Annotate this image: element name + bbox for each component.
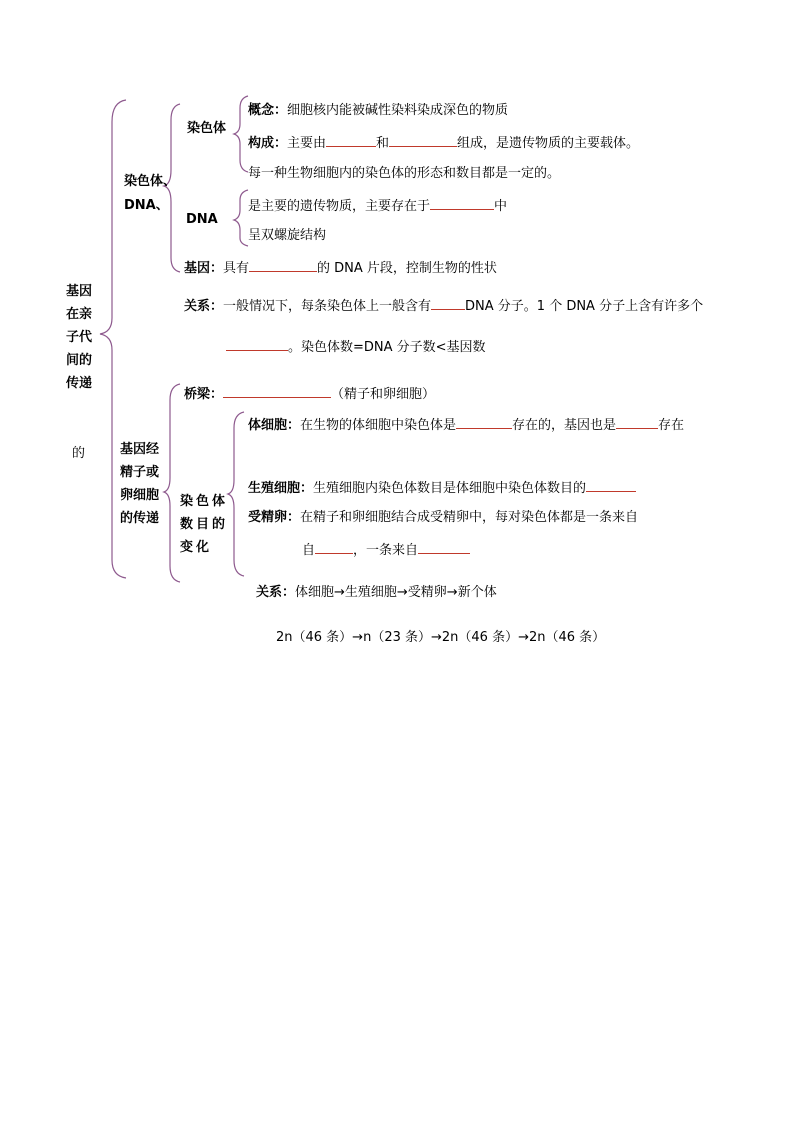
dna-line2: 呈双螺旋结构 — [248, 228, 327, 243]
dna-line1 — [248, 197, 507, 215]
somatic-label: 体细胞： — [248, 418, 301, 433]
zygote-label: 受精卵： — [248, 510, 301, 525]
concept-label: 概念： — [248, 103, 288, 118]
zygote-blank-1[interactable] — [315, 541, 353, 554]
zygote-line2-mid: ，一条来自 — [353, 543, 419, 558]
branch1-label-line1: 染色体、 — [124, 174, 177, 189]
germ-blank[interactable] — [586, 479, 636, 492]
somatic-line — [248, 416, 684, 434]
germ-line — [248, 479, 636, 497]
relation2-line — [256, 585, 497, 601]
relation1-line2-post: 。染色体数=DNA 分子数<基因数 — [288, 340, 486, 355]
zygote-text: 在精子和卵细胞结合成受精卵中，每对染色体都是一条来自 — [300, 510, 639, 525]
composition-post: 组成，是遗传物质的主要载体。 — [457, 136, 640, 151]
composition-pre: 主要由 — [287, 136, 327, 151]
dna-label: DNA — [186, 212, 218, 227]
chromosome-composition — [248, 134, 639, 152]
germ-label: 生殖细胞： — [248, 481, 314, 496]
relation1-pre: 一般情况下，每条染色体上一般含有 — [223, 299, 432, 314]
somatic-pre: 在生物的体细胞中染色体是 — [300, 418, 457, 433]
dna-blank[interactable] — [430, 197, 494, 210]
chromosome-concept — [248, 103, 508, 119]
relation1-blank-1[interactable] — [431, 297, 465, 310]
gene-blank[interactable] — [249, 259, 317, 272]
somatic-mid: 存在的，基因也是 — [512, 418, 617, 433]
gene-line — [184, 259, 497, 277]
composition-label: 构成： — [248, 136, 288, 151]
root-title: 基因在亲子代间的传递 — [66, 284, 93, 391]
zygote-blank-2[interactable] — [418, 541, 470, 554]
gene-pre: 具有 — [223, 261, 250, 276]
dna-line1-post: 中 — [494, 199, 508, 214]
somatic-blank-1[interactable] — [456, 416, 512, 429]
bridge-label: 桥梁： — [184, 387, 224, 402]
zygote-line2 — [302, 541, 470, 559]
somatic-blank-2[interactable] — [616, 416, 658, 429]
relation2-numbers: 2n（46 条）→n（23 条）→2n（46 条）→2n（46 条） — [276, 630, 606, 645]
branch2-label: 基因经精子或卵细胞的传递 — [120, 442, 160, 526]
relation2-text: 体细胞→生殖细胞→受精卵→新个体 — [295, 585, 497, 600]
chromosome-feature: 每一种生物细胞内的染色体的形态和数目都是一定的。 — [248, 166, 561, 181]
bridge-post: （精子和卵细胞） — [331, 387, 436, 402]
dna-line1-pre: 是主要的遗传物质，主要存在于 — [248, 199, 431, 214]
chromosome-label: 染色体 — [187, 121, 227, 136]
zygote-line2-pre: 自 — [302, 543, 316, 558]
count-label: 染色体数目的变化 — [180, 494, 229, 555]
chromosome-brace — [234, 96, 248, 172]
branch1-label-line2: DNA、 — [124, 198, 169, 213]
zygote-line1 — [248, 510, 638, 526]
germ-text: 生殖细胞内染色体数目是体细胞中染色体数目的 — [313, 481, 587, 496]
somatic-post: 存在 — [658, 418, 685, 433]
bridge-line — [184, 385, 435, 403]
gene-post: 的 DNA 片段，控制生物的性状 — [317, 261, 497, 276]
composition-blank-1[interactable] — [326, 134, 376, 147]
composition-mid: 和 — [376, 136, 390, 151]
relation1-post: DNA 分子。1 个 DNA 分子上含有许多个 — [465, 299, 704, 314]
relation1-line1 — [184, 297, 703, 315]
relation1-line2 — [226, 338, 486, 356]
relation1-blank-2[interactable] — [226, 338, 288, 351]
gene-label: 基因： — [184, 261, 224, 276]
relation2-label: 关系： — [256, 585, 296, 600]
relation1-label: 关系： — [184, 299, 224, 314]
branch2-brace — [164, 384, 180, 582]
composition-blank-2[interactable] — [389, 134, 457, 147]
bridge-blank[interactable] — [223, 385, 331, 398]
dna-brace — [234, 190, 248, 246]
root-title-tail: 的 — [72, 446, 86, 461]
concept-text: 细胞核内能被碱性染料染成深色的物质 — [287, 103, 509, 118]
count-brace — [228, 412, 244, 576]
